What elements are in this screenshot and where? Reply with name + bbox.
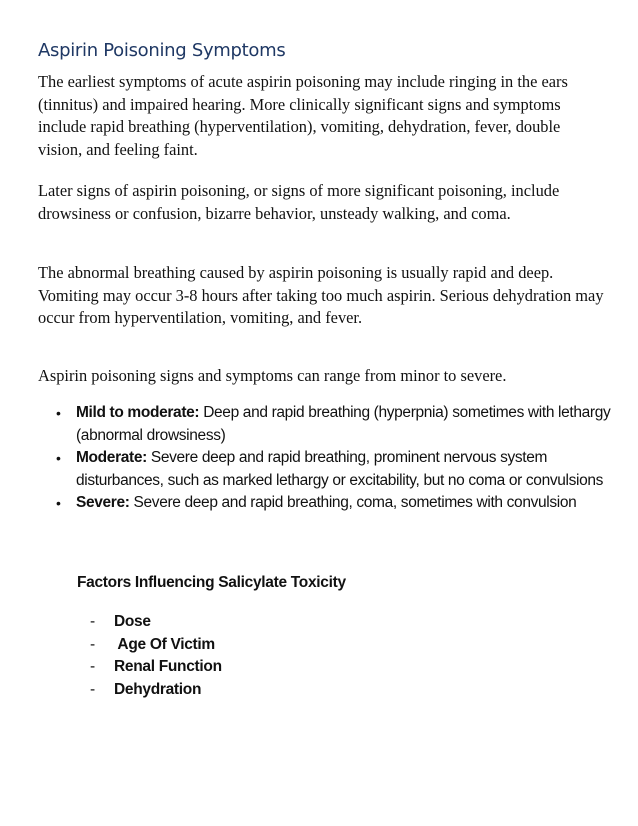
factor-label: Age Of Victim (114, 635, 215, 653)
bullet-icon: • (56, 405, 61, 421)
severity-text: Deep and rapid breathing (hyperpnia) sometimes with lethargy (abnormal drowsiness) (76, 404, 611, 444)
page-title: Aspirin Poisoning Symptoms (38, 40, 286, 61)
severity-label: Severe: (76, 494, 130, 511)
bullet-icon: • (56, 450, 61, 466)
severity-label: Moderate: (76, 449, 147, 466)
factors-list (90, 611, 222, 701)
dash-icon: - (90, 658, 95, 676)
severity-label: Mild to moderate: (76, 404, 200, 421)
dash-icon: - (90, 613, 95, 630)
paragraph-range: Aspirin poisoning signs and symptoms can range from minor to severe. (38, 366, 507, 385)
list-item (90, 656, 222, 679)
bullet-icon: • (56, 495, 61, 511)
factor-label: Dose (114, 613, 151, 630)
factors-heading: Factors Influencing Salicylate Toxicity (77, 574, 346, 591)
factor-label: Renal Function (114, 658, 222, 676)
list-item (56, 492, 616, 515)
paragraph-early-symptoms: The earliest symptoms of acute aspirin poisoning may include ringing in the ears (tinnitus) and impaired hearing. More clinically significant signs and symptoms include rapid breathing (hyperventilation), vomiting, dehydration, fever, double vision, and feeling faint. (38, 72, 568, 159)
paragraph-abnormal-breathing: The abnormal breathing caused by aspirin poisoning is usually rapid and deep. Vomiting may occur 3-8 hours after taking too much aspirin. Serious dehydration may occur from hyperventilation, vomiting, and fever. (38, 263, 604, 327)
severity-text: Severe deep and rapid breathing, coma, sometimes with convulsion (129, 494, 577, 511)
list-item (90, 634, 222, 657)
list-item (56, 447, 616, 492)
severity-list (56, 402, 616, 515)
list-item (90, 679, 222, 702)
list-item (56, 402, 616, 447)
dash-icon: - (90, 635, 95, 653)
factor-label: Dehydration (114, 680, 202, 698)
paragraph-later-signs: Later signs of aspirin poisoning, or signs of more significant poisoning, include drowsiness or confusion, bizarre behavior, unsteady walking, and coma. (38, 181, 560, 223)
severity-text: Severe deep and rapid breathing, prominent nervous system disturbances, such as marked lethargy or excitability, but no coma or convulsions (76, 449, 604, 489)
dash-icon: - (90, 680, 95, 698)
list-item (90, 611, 222, 634)
